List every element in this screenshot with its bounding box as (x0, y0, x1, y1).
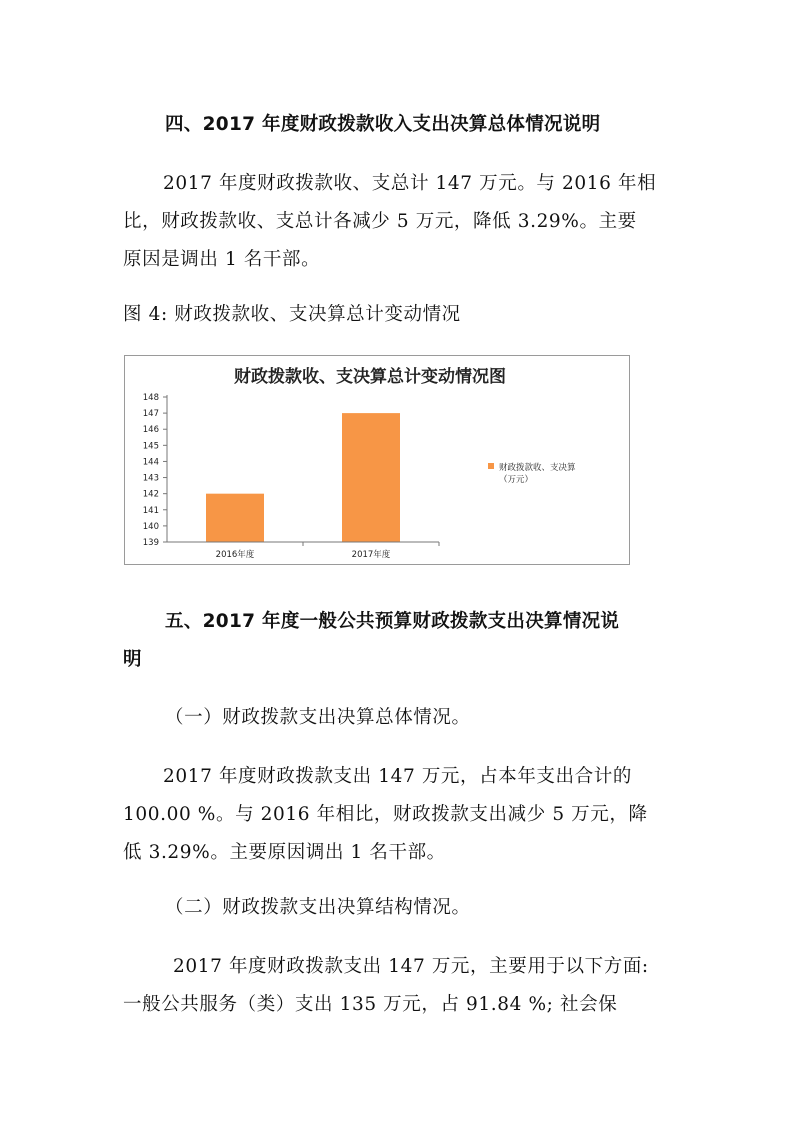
y-tick-label: 146 (142, 425, 159, 436)
section5-heading-continued: 明 (123, 649, 142, 670)
bar-chart (124, 355, 630, 565)
y-tick-label: 145 (142, 441, 159, 452)
section4-heading: 四、2017 年度财政拨款收入支出决算总体情况说明 (165, 114, 601, 135)
y-axis (143, 393, 167, 548)
legend-label-unit: （万元） (499, 475, 534, 485)
bars (206, 413, 400, 542)
x-axis (167, 542, 439, 560)
y-tick-label: 141 (142, 505, 159, 516)
chart-title: 财政拨款收、支决算总计变动情况图 (234, 367, 506, 387)
subsection1-line: 2017 年度财政拨款支出 147 万元，占本年支出合计的 (163, 766, 632, 787)
y-tick-label: 148 (142, 393, 159, 403)
y-tick-label: 140 (142, 521, 159, 532)
subsection1-line: 100.00 %。与 2016 年相比，财政拨款支出减少 5 万元，降 (123, 804, 648, 825)
section4-paragraph-line: 原因是调出 1 名干部。 (123, 249, 321, 270)
figure-caption: 图 4: 财政拨款收、支决算总计变动情况 (123, 304, 461, 325)
subsection1-line: 低 3.29%。主要原因调出 1 名干部。 (123, 842, 446, 863)
y-tick-label: 143 (142, 473, 159, 484)
subsection2-title: （二）财政拨款支出决算结构情况。 (165, 897, 471, 918)
bar (206, 494, 264, 542)
y-tick-label: 139 (142, 538, 159, 548)
chart-canvas (125, 356, 629, 564)
section4-paragraph-line: 2017 年度财政拨款收、支总计 147 万元。与 2016 年相 (163, 173, 657, 194)
subsection1-title: （一）财政拨款支出决算总体情况。 (165, 707, 471, 728)
bar (342, 413, 400, 542)
legend-swatch (488, 463, 494, 469)
section5-heading: 五、2017 年度一般公共预算财政拨款支出决算情况说 (165, 611, 620, 632)
subsection2-line: 一般公共服务（类）支出 135 万元，占 91.84 %; 社会保 (123, 994, 618, 1015)
subsection2-line: 2017 年度财政拨款支出 147 万元，主要用于以下方面: (173, 956, 649, 977)
legend (488, 462, 576, 485)
section4-paragraph-line: 比，财政拨款收、支总计各减少 5 万元，降低 3.29%。主要 (123, 211, 637, 232)
x-tick-label: 2016年度 (215, 550, 255, 560)
legend-label: 财政拨款收、支决算 (499, 463, 576, 473)
y-tick-label: 142 (142, 489, 159, 500)
y-tick-label: 144 (142, 457, 159, 468)
y-tick-label: 147 (142, 409, 159, 420)
x-tick-label: 2017年度 (351, 550, 391, 560)
